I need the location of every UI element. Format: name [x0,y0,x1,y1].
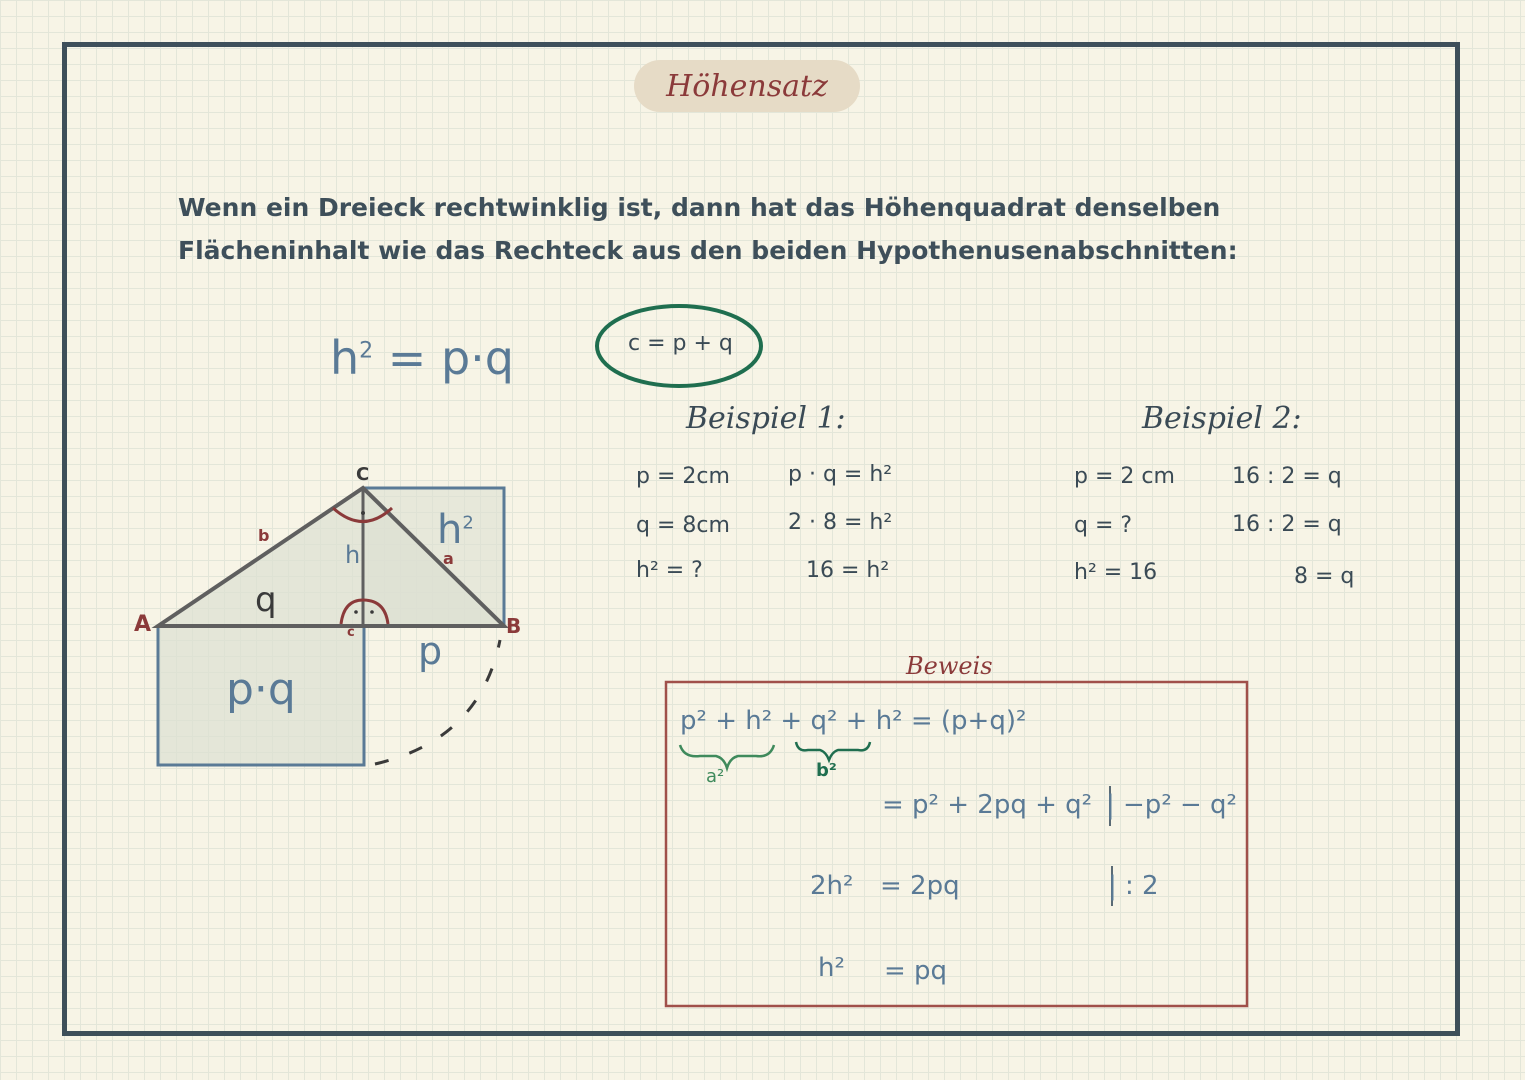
segment-p-label: p [418,629,443,673]
angle-dot-foot-1 [354,610,358,614]
brace-b [796,742,870,760]
proof-op-3: | : 2 [1108,871,1159,901]
proof-heading: Beweis [906,652,993,680]
square-label-base: h [437,507,463,553]
vertex-b-label: B [506,614,522,638]
example-2-heading: Beispiel 2: [1142,401,1302,436]
example-1-calc-1: p · q = h² [788,462,893,487]
formula-exponent: 2 [359,338,374,364]
page-title: Höhensatz [634,60,860,112]
proof-op-2: | −p² − q² [1106,790,1237,820]
proof-line-3-lhs: 2h² [810,871,854,901]
formula-rhs: = p·q [387,331,514,385]
vertex-a-label: A [134,612,152,637]
foot-label: c [347,625,355,640]
proof-line-3-rhs: = 2pq [880,871,960,901]
example-1-given-3: h² = ? [636,558,703,583]
example-1-given-1: p = 2cm [636,464,730,489]
proof-line-4-rhs: = pq [884,956,948,986]
example-2-given-3: h² = 16 [1074,560,1158,585]
angle-dot-foot-2 [370,610,374,614]
square-label [437,507,474,553]
intro-line-2: Flächeninhalt wie das Rechteck aus den beiden Hypothenusenabschnitten: [178,236,1238,265]
brace-a-label: a² [706,766,725,787]
proof-line-2: = p² + 2pq + q² [882,790,1093,820]
brace-a [680,745,774,768]
example-2-calc-1: 16 : 2 = q [1232,464,1342,489]
example-1-heading: Beispiel 1: [686,401,846,436]
proof-line-4-lhs: h² [818,953,845,983]
example-2-given-2: q = ? [1074,513,1133,538]
formula-base: h [330,331,360,385]
hypotenuse-note: c = p + q [628,331,733,356]
example-2-given-1: p = 2 cm [1074,464,1175,489]
side-a-label: a [443,549,454,568]
side-b-label: b [258,526,270,545]
example-1-calc-3: 16 = h² [806,558,890,583]
segment-q-label: q [255,580,277,620]
proof-line-1: p² + h² + q² + h² = (p+q)² [680,706,1027,736]
rectangle-label: p·q [226,664,296,715]
example-1-given-2: q = 8cm [636,513,730,538]
intro-line-1: Wenn ein Dreieck rechtwinklig ist, dann hat das Höhenquadrat denselben [178,193,1221,222]
example-2-calc-2: 16 : 2 = q [1232,512,1342,537]
brace-b-label: b² [816,760,837,781]
example-1-calc-2: 2 · 8 = h² [788,510,893,535]
square-label-exp: 2 [462,512,474,534]
height-label: h [345,541,361,569]
angle-dot-c [361,511,365,515]
example-2-calc-3: 8 = q [1294,564,1355,589]
vertex-c-label: C [356,464,370,485]
